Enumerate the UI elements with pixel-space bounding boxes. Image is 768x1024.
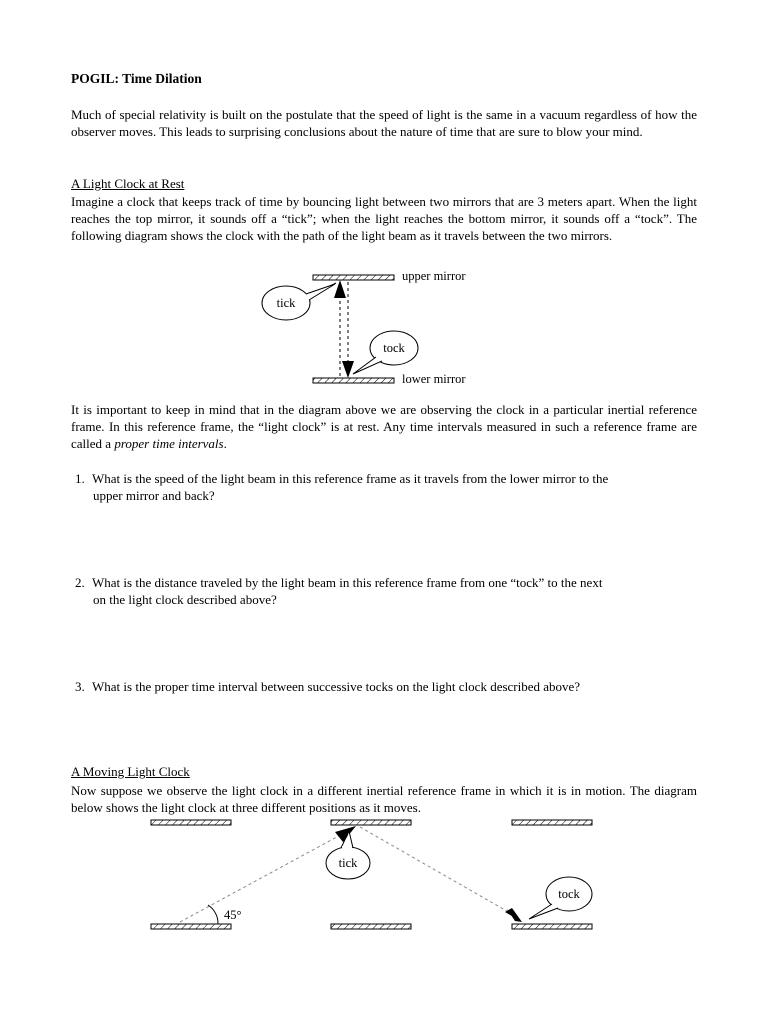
lower-mirror: [313, 378, 394, 383]
upper-mirror: [313, 275, 394, 280]
light-path-diagonal-up: [180, 832, 346, 922]
question-1-text-cont: upper mirror and back?: [93, 488, 215, 503]
lower-mirror-position-3: [512, 924, 592, 929]
upper-mirror-position-3: [512, 820, 592, 825]
lower-mirror-label: lower mirror: [402, 372, 466, 386]
question-1: [75, 470, 697, 504]
moving-tick-label: tick: [338, 856, 358, 870]
question-1-number: 1.: [75, 471, 85, 486]
question-2: [75, 574, 697, 608]
angle-arc: [208, 905, 218, 924]
arrow-diagonal-down-head: [505, 908, 522, 922]
question-3-text: What is the proper time interval between successive tocks on the light clock described above?: [92, 679, 581, 694]
question-1-text: What is the speed of the light beam in this reference frame as it travels from the lower mirror to the: [92, 471, 609, 486]
question-2-number: 2.: [75, 575, 85, 590]
moving-tock-label: tock: [558, 887, 580, 901]
arrow-down-icon: [342, 361, 354, 378]
section-heading-moving-light-clock: A Moving Light Clock: [71, 764, 190, 779]
question-3-number: 3.: [75, 679, 85, 694]
lower-mirror-position-1: [151, 924, 231, 929]
intro-paragraph: Much of special relativity is built on the postulate that the speed of light is the same in a vacuum regardless of how the observer moves. This leads to surprising conclusions about the nature of time that are sure to blow your mind.: [71, 107, 697, 139]
reference-frame-text: It is important to keep in mind that in the diagram above we are observing the clock in a particular inertial reference frame. In this reference frame, the “light clock” is at rest. Any time intervals measured in such a reference frame are called a: [71, 402, 697, 451]
question-2-text-cont: on the light clock described above?: [93, 592, 277, 607]
moving-tick-speech-bubble: [326, 831, 370, 879]
tock-label: tock: [383, 341, 405, 355]
light-clock-paragraph: Imagine a clock that keeps track of time by bouncing light between two mirrors that are 3 meters apart. When the light reaches the top mirror, it sounds off a “tick”; when the light reaches the bottom mirror, it sounds off a “tock”. The following diagram shows the clock with the path of the light beam as it travels between the two mirrors.: [71, 194, 697, 243]
angle-label: 45°: [224, 908, 242, 922]
tick-label: tick: [276, 296, 296, 310]
page-title: POGIL: Time Dilation: [71, 71, 202, 86]
light-path-diagonal-down: [360, 827, 512, 914]
tick-speech-bubble: [262, 283, 336, 320]
section-heading-light-clock-at-rest: A Light Clock at Rest: [71, 176, 185, 191]
upper-mirror-label: upper mirror: [402, 269, 466, 283]
upper-mirror-position-1: [151, 820, 231, 825]
lower-mirror-position-2: [331, 924, 411, 929]
moving-clock-paragraph: Now suppose we observe the light clock in a different inertial reference frame in which it is in motion. The diagram below shows the light clock at three different positions as it moves.: [71, 783, 697, 815]
moving-light-clock-diagram: [151, 820, 592, 929]
question-3: [75, 678, 697, 695]
upper-mirror-position-2: [331, 820, 411, 825]
proper-time-intervals-term: proper time intervals: [114, 436, 224, 451]
reference-frame-text-end: .: [223, 436, 227, 451]
reference-frame-paragraph: [71, 401, 697, 452]
question-2-text: What is the distance traveled by the light beam in this reference frame from one “tock” to the next: [92, 575, 603, 590]
